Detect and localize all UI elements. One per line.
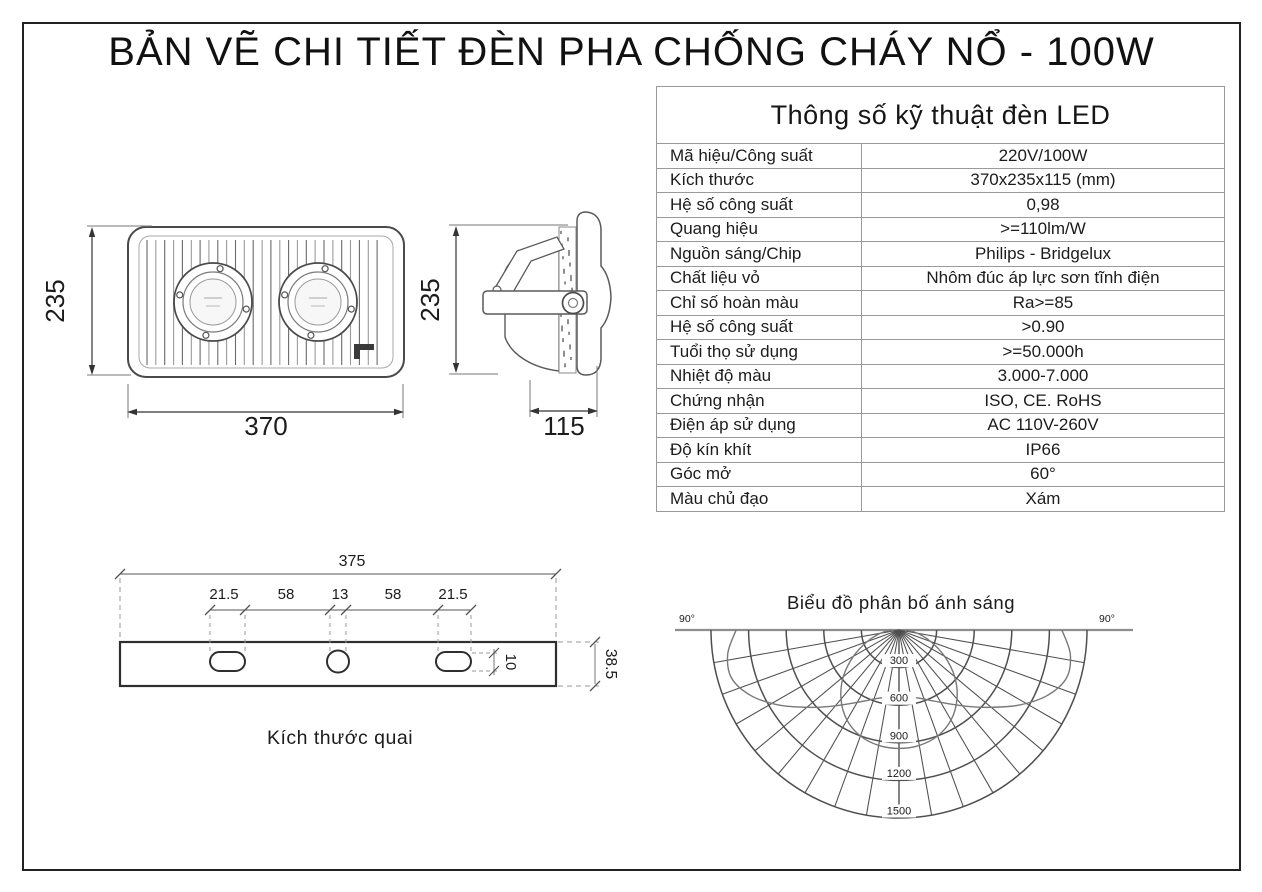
- spec-row-value: ISO, CE. RoHS: [861, 389, 1224, 413]
- spec-row-label: Chỉ số hoàn màu: [670, 292, 799, 312]
- bracket-seg-label: 21.5: [209, 586, 239, 603]
- bracket-hole-center: [327, 651, 349, 673]
- spec-row: [657, 143, 1224, 168]
- pivot-bolt-center: [569, 299, 578, 308]
- spec-row-value: Ra>=85: [861, 291, 1224, 315]
- spec-table: [656, 86, 1225, 512]
- arrowhead: [89, 227, 95, 237]
- angle-label-left: 90°: [679, 613, 695, 625]
- spec-row-value: 3.000-7.000: [861, 365, 1224, 389]
- spec-row-label: Chứng nhận: [670, 390, 765, 410]
- bracket-seg-label: 58: [384, 586, 402, 603]
- spec-row: [657, 192, 1224, 217]
- ring-label: 600: [889, 692, 909, 705]
- page-title: BẢN VẼ CHI TIẾT ĐÈN PHA CHỐNG CHÁY NỔ - 100W: [108, 30, 1155, 74]
- bracket-seg-label: 21.5: [438, 586, 468, 603]
- bracket-total-width-label: 375: [338, 553, 366, 570]
- front-width-label: 370: [244, 411, 288, 441]
- angle-label-right: 90°: [1099, 613, 1115, 625]
- screw: [282, 292, 288, 298]
- spec-row-label: Nhiệt độ màu: [670, 366, 772, 386]
- chart-title: Biểu đồ phân bố ánh sáng: [786, 592, 1016, 613]
- side-height-label: 235: [415, 278, 445, 322]
- spec-table-rows: [657, 143, 1224, 511]
- screw: [203, 332, 209, 338]
- arrowhead: [453, 226, 459, 236]
- bracket-drawing: [115, 553, 619, 749]
- bracket-caption: Kích thước quai: [266, 727, 414, 749]
- spec-row-label: Điện áp sử dụng: [670, 415, 796, 435]
- spec-row: [657, 437, 1224, 462]
- spec-row: [657, 241, 1224, 266]
- spec-row: [657, 339, 1224, 364]
- bracket-thickness-label: 38.5: [602, 648, 619, 680]
- light-distribution-chart: [675, 592, 1133, 818]
- spec-row-value: AC 110V-260V: [861, 414, 1224, 438]
- spec-row-label: Màu chủ đạo: [670, 488, 769, 508]
- spec-row: [657, 315, 1224, 340]
- spec-row-label: Mã hiệu/Công suất: [670, 145, 813, 165]
- screw: [177, 292, 183, 298]
- side-view-drawing: [415, 212, 611, 441]
- spec-row: [657, 462, 1224, 487]
- screw: [308, 332, 314, 338]
- spec-row-value: IP66: [861, 438, 1224, 462]
- bracket-seg-label: 58: [277, 586, 295, 603]
- ring-label: 300: [889, 655, 909, 668]
- spec-row-value: >0.90: [861, 316, 1224, 340]
- spec-row-value: 0,98: [861, 193, 1224, 217]
- spec-row: [657, 388, 1224, 413]
- spec-row-label: Kích thước: [670, 170, 754, 190]
- bracket-seg-label: 13: [331, 586, 349, 603]
- lamp-body-outline: [128, 227, 404, 377]
- spec-row-value: >=110lm/W: [861, 218, 1224, 242]
- spec-row-value: Nhôm đúc áp lực sơn tĩnh điện: [861, 267, 1224, 291]
- arrowhead: [89, 365, 95, 375]
- ring-label: 1500: [886, 805, 912, 818]
- spec-row-label: Độ kín khít: [670, 439, 752, 459]
- spec-row-value: 60°: [861, 463, 1224, 487]
- led-module-right: [279, 263, 357, 341]
- spec-row-label: Quang hiệu: [670, 219, 758, 239]
- spec-row: [657, 217, 1224, 242]
- arrowhead: [453, 363, 459, 373]
- screw: [217, 266, 223, 272]
- bracket-slot-right: [436, 652, 471, 671]
- spec-row: [657, 413, 1224, 438]
- led-module-left: [174, 263, 252, 341]
- spec-row-value: Xám: [861, 487, 1224, 511]
- spec-table-title: Thông số kỹ thuật đèn LED: [770, 99, 1111, 130]
- spec-row: [657, 364, 1224, 389]
- spec-row: [657, 266, 1224, 291]
- bracket-slot-left: [210, 652, 245, 671]
- screw: [322, 266, 328, 272]
- screw: [243, 306, 249, 312]
- spec-row-value: 370x235x115 (mm): [861, 169, 1224, 193]
- ring-label: 900: [889, 730, 909, 743]
- module-lens: [190, 279, 236, 325]
- spec-row-value: 220V/100W: [861, 144, 1224, 168]
- spec-row-label: Chất liệu vỏ: [670, 268, 760, 288]
- spec-row-label: Hệ số công suất: [670, 194, 793, 214]
- bracket-slot-height-label: 10: [502, 653, 519, 671]
- spec-row: [657, 486, 1224, 511]
- spec-row-label: Góc mở: [670, 464, 732, 484]
- spec-row-value: >=50.000h: [861, 340, 1224, 364]
- side-depth-label: 115: [543, 411, 585, 441]
- screw: [348, 306, 354, 312]
- spec-row: [657, 168, 1224, 193]
- spec-row-label: Nguồn sáng/Chip: [670, 243, 802, 263]
- module-lens: [295, 279, 341, 325]
- front-height-label: 235: [40, 279, 70, 323]
- front-view-drawing: [40, 226, 404, 441]
- spec-row-label: Hệ số công suất: [670, 317, 793, 337]
- ring-label: 1200: [886, 767, 912, 780]
- spec-row-label: Tuổi thọ sử dụng: [670, 341, 798, 361]
- spec-row: [657, 290, 1224, 315]
- spec-row-value: Philips - Bridgelux: [861, 242, 1224, 266]
